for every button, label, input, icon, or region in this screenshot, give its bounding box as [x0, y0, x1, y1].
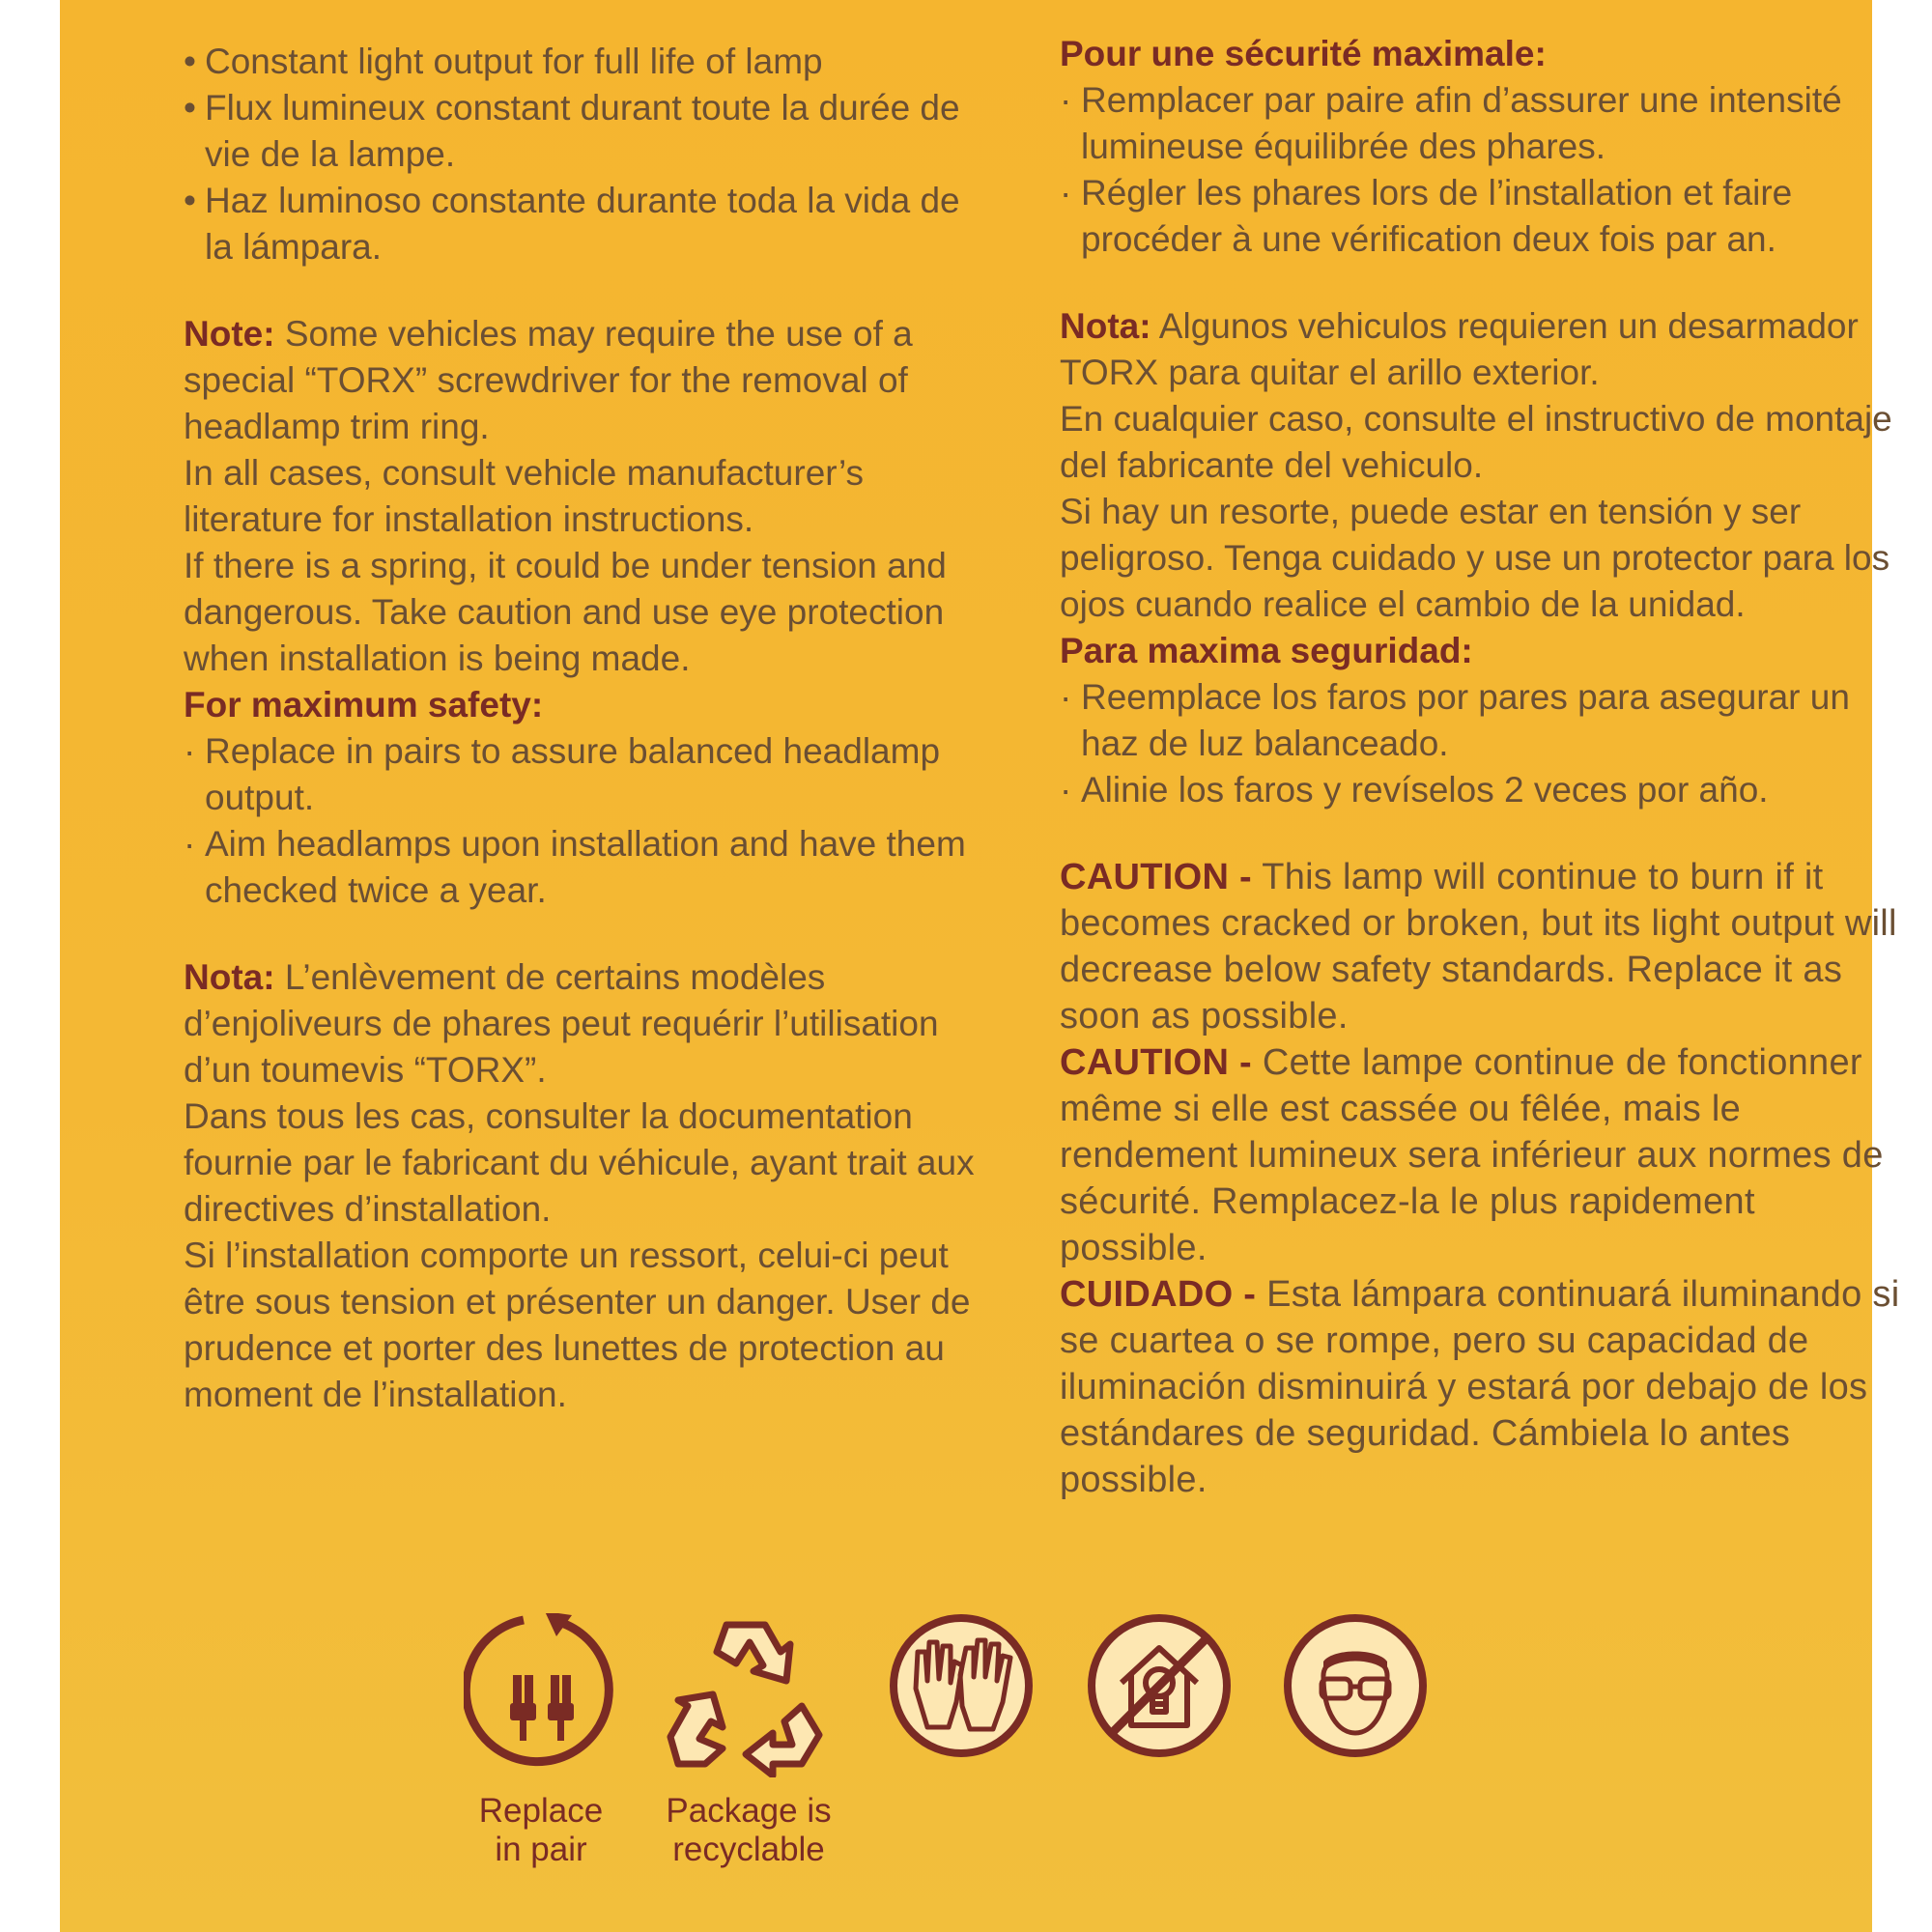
right-column: [1060, 31, 1900, 1503]
replace-in-pair-label: Replace in pair: [478, 1792, 604, 1868]
no-household-bulb-icon: [1087, 1613, 1232, 1758]
caution-fr-label: CAUTION -: [1060, 1042, 1253, 1083]
es-safety-heading: Para maxima seguridad:: [1060, 631, 1473, 670]
fr-safety-item: · Régler les phares lors de l’installation et faire procéder à une vérification deux fois par an.: [1060, 173, 1793, 259]
recycle-label: Package is recyclable: [666, 1792, 832, 1868]
note-paragraph: Note: Some vehicles may require the use of a special “TORX” screwdriver for the removal of headlamp trim ring.: [184, 314, 913, 446]
es-nota-label: Nota:: [1060, 306, 1151, 346]
recycle-icon: [667, 1613, 831, 1777]
icon-row: [464, 1613, 1449, 1893]
note-paragraph-3: If there is a spring, it could be under tension and dangerous. Take caution and use eye protection when installation is being made.: [184, 546, 947, 678]
es-safety-item: · Alinie los faros y revíselos 2 veces por año.: [1060, 770, 1769, 810]
caution-en-label: CAUTION -: [1060, 857, 1253, 897]
safety-item: · Aim headlamps upon installation and have them checked twice a year.: [184, 824, 966, 910]
safety-glasses-icon: [1283, 1613, 1428, 1758]
nota-label: Nota:: [184, 957, 275, 997]
note-label: Note:: [184, 314, 275, 354]
nota-paragraph: Nota: L’enlèvement de certains modèles d’enjoliveurs de phares peut requérir l’utilisation d’un toumevis “TORX”.: [184, 957, 939, 1090]
nota-paragraph-3: Si l’installation comporte un ressort, celui-ci peut être sous tension et présenter un danger. User de prudence et porter des lunettes de protection au moment de l’installation.: [184, 1236, 971, 1414]
bullet-item: • Haz luminoso constante durante toda la vida de la lámpara.: [184, 181, 960, 267]
caution-en: CAUTION - This lamp will continue to burn if it becomes cracked or broken, but its light output will decrease below safety standards. Replace it as soon as possible.: [1060, 857, 1897, 1037]
gloves-icon: [889, 1613, 1034, 1758]
safety-item: · Replace in pairs to assure balanced headlamp output.: [184, 731, 941, 817]
replace-in-pair-icon: [464, 1613, 618, 1768]
fr-safety-item: · Remplacer par paire afin d’assurer une intensité lumineuse équilibrée des phares.: [1060, 80, 1842, 166]
note-paragraph-2: In all cases, consult vehicle manufacturer’s literature for installation instructions.: [184, 453, 865, 539]
es-nota-paragraph: Nota: Algunos vehiculos requieren un desarmador TORX para quitar el arillo exterior.: [1060, 306, 1859, 392]
cuidado-es: CUIDADO - Esta lámpara continuará iluminando si se cuartea o se rompe, pero su capacidad de iluminación disminuirá y estará por debajo de los estándares de seguridad. Cámbiela lo antes possible.: [1060, 1274, 1900, 1500]
fr-safety-heading: Pour une sécurité maximale:: [1060, 34, 1547, 73]
bullet-item: • Constant light output for full life of lamp: [184, 42, 823, 81]
safety-heading: For maximum safety:: [184, 685, 544, 724]
caution-fr: CAUTION - Cette lampe continue de fonctionner même si elle est cassée ou fêlée, mais le rendement lumineux sera inférieur aux normes de sécurité. Remplacez-la le plus rapidement possible.: [1060, 1042, 1884, 1268]
es-nota-paragraph-3: Si hay un resorte, puede estar en tensión y ser peligroso. Tenga cuidado y use un protector para los ojos cuando realice el cambio de la unidad.: [1060, 492, 1890, 624]
cuidado-label: CUIDADO -: [1060, 1274, 1257, 1315]
es-safety-item: · Reemplace los faros por pares para asegurar un haz de luz balanceado.: [1060, 677, 1850, 763]
nota-paragraph-2: Dans tous les cas, consulter la documentation fournie par le fabricant du véhicule, ayant trait aux directives d’installation.: [184, 1096, 975, 1229]
left-column: [184, 39, 995, 1418]
es-nota-paragraph-2: En cualquier caso, consulte el instructivo de montaje del fabricante del vehiculo.: [1060, 399, 1892, 485]
bullet-item: • Flux lumineux constant durant toute la durée de vie de la lampe.: [184, 88, 960, 174]
